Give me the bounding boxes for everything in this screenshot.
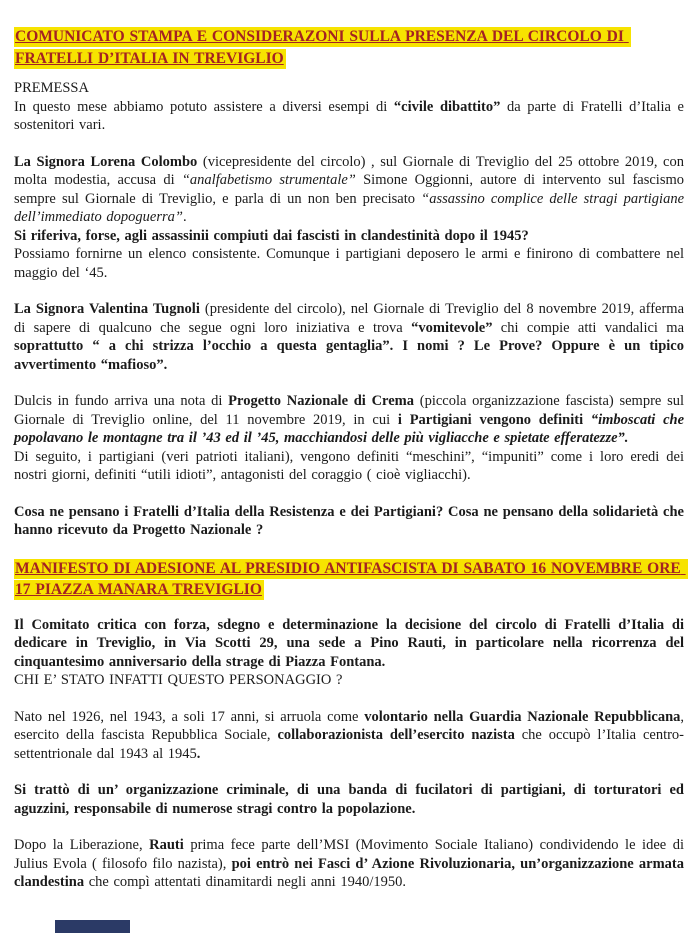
document-body: [14, 26, 689, 910]
text-run: Di seguito, i partigiani (veri patrioti italiani), vengono definiti “meschini”, “impuniti” come i loro eredi dei nostri giorni, definiti “utili idioti”, antagonisti del coraggio ( cioè vigliacchi).: [14, 448, 689, 483]
text-run: [583, 412, 591, 428]
text-run: CHI E’ STATO INFATTI QUESTO PERSONAGGIO ?: [14, 672, 343, 688]
question-paragraph: [14, 503, 689, 540]
text-run: volontario nella Guardia Nazionale Repubblicana: [364, 708, 681, 725]
text-run: poi entrò nei Fasci d’ Azione Rivoluzionaria, un’organizzazione armata clandestina: [14, 855, 689, 890]
text-run: “imboscati che popolavano le montagne tra il ’43 ed il ’45, macchiandosi delle più vigliacche e spietate efferatezze”.: [14, 411, 689, 446]
text-run: (vicepresidente del circolo) , sul Giornale di Treviglio del 25 ottobre 2019, con molta modestia, accusa di: [14, 153, 689, 188]
manifesto-heading: [14, 558, 684, 601]
text-run: La Signora Lorena Colombo: [14, 153, 198, 170]
text-run: “assassino complice delle stragi partigiane dell’immediato dopoguerra”: [14, 190, 689, 225]
text-run: che compì attentati dinamitardi negli anni 1940/1950.: [84, 874, 406, 890]
text-run: (presidente del circolo), nel Giornale di Treviglio del 8 novembre 2019, afferma di sapere di qualcuno che segue ogni loro iniziativa e trova: [14, 301, 689, 336]
text-run: Dopo la Liberazione,: [14, 837, 150, 853]
organizzazione-criminale-paragraph: [14, 781, 689, 818]
text-run: .: [182, 209, 187, 225]
text-run: prima fece parte dell’MSI (Movimento Sociale Italiano) condividendo le idee di Julius Evola ( filosofo filo nazista),: [14, 837, 689, 872]
text-run: soprattutto “ a chi strizza l’occhio a questa gentaglia”. I nomi ? Le Prove? Oppure è un tipico avvertimento “mafioso”.: [14, 338, 689, 373]
valentina-tugnoli-paragraph: [14, 300, 689, 374]
dopo-liberazione-paragraph: [14, 836, 689, 892]
text-run: PREMESSA: [14, 80, 89, 96]
text-run: Si trattò di un’ organizzazione criminale, di una banda di fucilatori di partigiani, di torturatori ed aguzzini, responsabile di numerose stragi contro la popolazione.: [14, 782, 689, 817]
text-run: chi compie atti vandalici ma: [492, 319, 689, 336]
comitato-paragraph: [14, 616, 689, 690]
progetto-nazionale-paragraph: [14, 392, 689, 485]
text-run: Cosa ne pensano i Fratelli d’Italia della Resistenza e dei Partigiani? Cosa ne pensano della solidarietà che hanno ricevuto da Progetto Nazionale ?: [14, 503, 689, 538]
text-run: Il Comitato critica con forza, sdegno e determinazione la decisione del circolo di Fratelli d’Italia di dedicare in Treviglio, in Via Scotti 29, una sede a Pino Rauti, in particolare nella ricorrenza del cinquantesimo anniversario della strage di Piazza Fontana.: [14, 616, 689, 670]
text-run: che occupò l’Italia centro-settentrionale dal 1943 al 1945: [14, 727, 684, 762]
text-run: La Signora Valentina Tugnoli: [14, 301, 200, 317]
text-run: Nato nel 1926, nel 1943, a soli 17 anni, si arruola come: [14, 708, 365, 725]
press-release-heading: [14, 26, 684, 69]
text-run: Simone Oggionni, autore di intervento sul fascismo sempre sul Giornale di Treviglio, e parla di un non ben precisato: [14, 172, 689, 207]
text-run: da parte di Fratelli d’Italia e sostenitori vari.: [14, 98, 689, 133]
text-run: Rauti: [149, 837, 184, 853]
text-run: i Partigiani vengono definiti: [397, 411, 584, 428]
premessa-paragraph: [14, 79, 689, 135]
text-run: Si riferiva, forse, agli assassinii compiuti dai fascisti in clandestinità dopo il 1945?: [14, 227, 529, 244]
text-run: , esercito della fascista Repubblica Sociale,: [14, 708, 689, 743]
text-run: Progetto Nazionale di Crema: [228, 393, 414, 409]
text-run: “civile dibattito”: [393, 98, 501, 115]
rauti-bio-paragraph: [14, 708, 689, 764]
text-run: MANIFESTO DI ADESIONE AL PRESIDIO ANTIFASCISTA DI SABATO 16 NOVEMBRE ORE 17 PIAZZA MANARA TREVIGLIO: [15, 559, 686, 598]
text-run: “analfabetismo strumentale”: [181, 172, 356, 188]
text-run: In questo mese abbiamo potuto assistere a diversi esempi di: [14, 98, 394, 115]
text-run: “vomitevole”: [411, 319, 493, 336]
text-run: collaborazionista dell’esercito nazista: [277, 727, 515, 743]
text-run: .: [196, 745, 201, 762]
text-run: COMUNICATO STAMPA E CONSIDERAZONI SULLA PRESENZA DEL CIRCOLO DI FRATELLI D’ITALIA IN TREVIGLIO: [15, 28, 629, 67]
taskbar-fragment[interactable]: [55, 920, 130, 933]
text-run: Dulcis in fundo arriva una nota di: [14, 393, 229, 409]
text-run: (piccola organizzazione fascista) sempre sul Giornale di Treviglio online, del 11 novembre 2019, in cui: [14, 393, 689, 428]
text-run: Possiamo fornirne un elenco consistente. Comunque i partigiani deposero le armi e finirono di combattere nel maggio del ‘45.: [14, 246, 689, 281]
lorena-colombo-paragraph: [14, 153, 689, 283]
